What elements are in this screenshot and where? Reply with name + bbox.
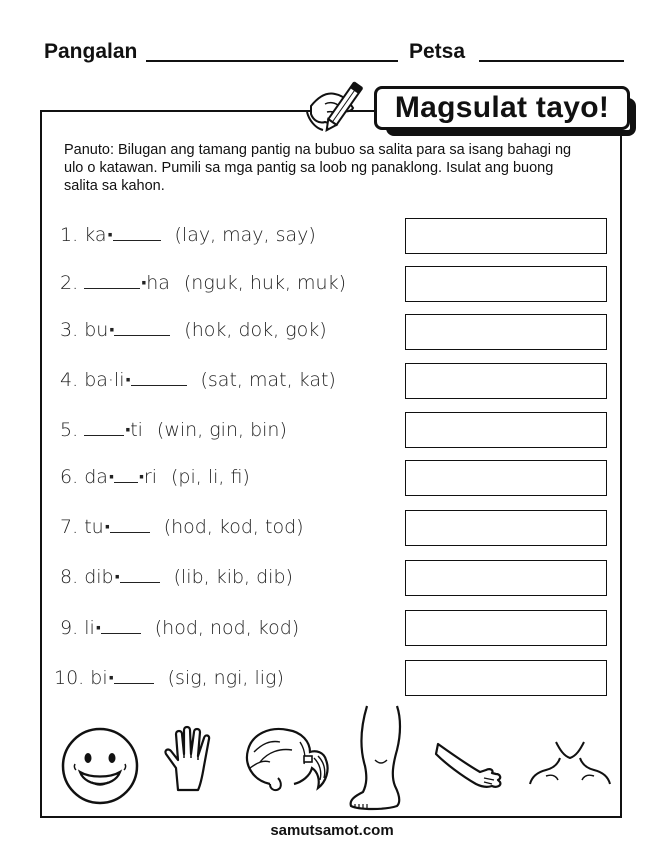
answer-box-4[interactable]: [405, 363, 607, 399]
answer-blank[interactable]: [114, 464, 138, 483]
question-10: 10. bi · (sig, ngi, lig): [54, 667, 284, 689]
question-number: 9.: [60, 617, 79, 639]
answer-blank[interactable]: [110, 514, 150, 533]
answer-blank[interactable]: [114, 665, 154, 684]
syllable-pre: bu: [84, 319, 109, 341]
answer-box-5[interactable]: [405, 412, 607, 448]
syllable-options: (lib, kib, dib): [173, 566, 293, 588]
answer-box-8[interactable]: [405, 560, 607, 596]
question-7: 7. tu · (hod, kod, tod): [60, 516, 304, 538]
answer-box-7[interactable]: [405, 510, 607, 546]
question-number: 6.: [60, 466, 79, 488]
hand-pencil-icon: [305, 68, 377, 138]
hair-icon: [240, 722, 334, 796]
answer-box-9[interactable]: [405, 610, 607, 646]
syllable-options: (nguk, huk, muk): [183, 272, 346, 294]
syllable-post: ri: [143, 466, 157, 488]
answer-blank[interactable]: [84, 417, 124, 436]
answer-box-3[interactable]: [405, 314, 607, 350]
name-label: Pangalan: [44, 40, 138, 63]
question-number: 2.: [60, 272, 79, 294]
face-icon: [58, 724, 142, 808]
hand-icon: [160, 724, 228, 794]
syllable-options: (sig, ngi, lig): [167, 667, 284, 689]
page-title: [374, 86, 630, 130]
question-6: 6. da · · ri (pi, li, fi): [60, 466, 250, 488]
syllable-options: (hok, dok, gok): [184, 319, 327, 341]
answer-blank[interactable]: [131, 367, 187, 386]
footer-site[interactable]: samutsamot.com: [270, 822, 394, 839]
syllable-pre: bi: [90, 667, 108, 689]
syllable-options: (hod, kod, tod): [163, 516, 304, 538]
neck-icon: [526, 740, 616, 788]
syllable-pre: ba·li: [84, 369, 125, 391]
syllable-options: (pi, li, fi): [171, 466, 250, 488]
question-3: 3. bu · (hok, dok, gok): [60, 319, 327, 341]
answer-box-6[interactable]: [405, 460, 607, 496]
question-2: 2. · ha (nguk, huk, muk): [60, 272, 346, 294]
syllable-pre: da: [84, 466, 108, 488]
syllable-post: ti: [130, 419, 143, 441]
question-number: 7.: [60, 516, 79, 538]
answer-box-1[interactable]: [405, 218, 607, 254]
answer-blank[interactable]: [114, 317, 170, 336]
syllable-pre: ka: [84, 224, 107, 246]
question-number: 5.: [60, 419, 79, 441]
answer-blank[interactable]: [113, 222, 161, 241]
question-9: 9. li · (hod, nod, kod): [60, 617, 300, 639]
date-label: Petsa: [409, 40, 466, 63]
syllable-options: (win, gin, bin): [156, 419, 287, 441]
question-number: 1.: [60, 224, 79, 246]
syllable-pre: tu: [84, 516, 104, 538]
answer-blank[interactable]: [101, 615, 141, 634]
syllable-options: (lay, may, say): [174, 224, 316, 246]
instructions: Panuto: Bilugan ang tamang pantig na bubuo sa salita para sa isang bahagi ng ulo o katawan. Pumili sa mga pantig sa loob ng panaklong. Isulat ang buong salita sa kahon.: [64, 142, 572, 194]
syllable-pre: dib: [84, 566, 114, 588]
question-number: 8.: [60, 566, 79, 588]
syllable-options: (hod, nod, kod): [154, 617, 300, 639]
arm-icon: [434, 740, 506, 792]
name-line[interactable]: [146, 60, 398, 62]
date-line[interactable]: [479, 60, 624, 62]
answer-box-2[interactable]: [405, 266, 607, 302]
answer-blank[interactable]: [120, 564, 160, 583]
leg-icon: [345, 704, 415, 812]
question-number: 3.: [60, 319, 79, 341]
syllable-post: ha: [146, 272, 170, 294]
question-1: 1. ka · (lay, may, say): [60, 224, 316, 246]
syllable-pre: li: [84, 617, 95, 639]
question-5: 5. · ti (win, gin, bin): [60, 419, 287, 441]
question-8: 8. dib · (lib, kib, dib): [60, 566, 293, 588]
question-4: 4. ba·li · (sat, mat, kat): [60, 369, 336, 391]
question-number: 4.: [60, 369, 79, 391]
answer-blank[interactable]: [84, 270, 140, 289]
page-title-text: Magsulat tayo!: [394, 91, 610, 124]
syllable-options: (sat, mat, kat): [200, 369, 336, 391]
question-number: 10.: [54, 667, 85, 689]
answer-box-10[interactable]: [405, 660, 607, 696]
